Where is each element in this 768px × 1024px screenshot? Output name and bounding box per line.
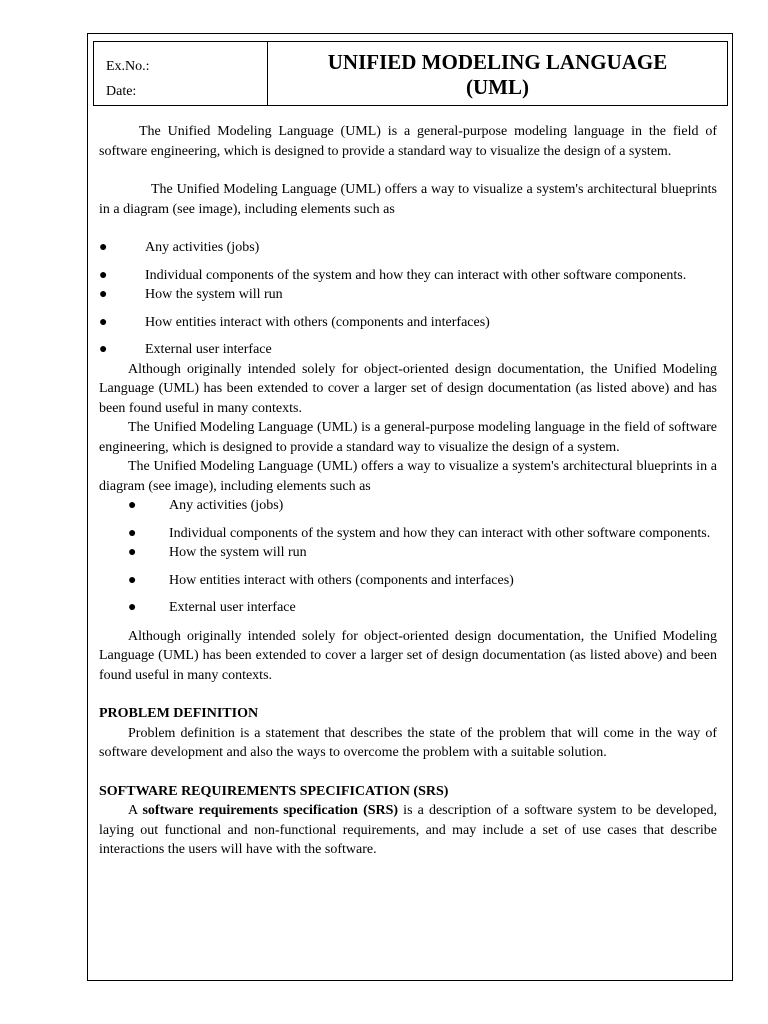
bullet-icon: ● (99, 314, 108, 330)
bullet-icon: ● (99, 267, 108, 283)
page-title (268, 42, 727, 105)
bullet-icon: ● (128, 498, 137, 513)
bullet-icon: ● (99, 342, 108, 357)
srs-text-rest: is a description of a software system to be developed, laying out functional and non-functional requirements, and may include a set of use cases that describe interactions the users will have with the software. (99, 803, 717, 857)
list-item-text: Any activities (jobs) (145, 240, 260, 255)
paragraph: Problem definition is a statement that describes the state of the problem that will come in the way of software development and also the ways to overcome the problem with a suitable solution. (99, 725, 717, 760)
bullet-icon: ● (128, 572, 137, 588)
list-item-text: How the system will run (169, 545, 307, 560)
list-item-text: How entities interact with others (components and interfaces) (145, 314, 490, 330)
list-item-text: External user interface (169, 600, 296, 615)
list-item (99, 543, 717, 563)
bullet-icon: ● (99, 287, 108, 302)
bullet-icon: ● (128, 525, 137, 541)
list-item (99, 313, 717, 333)
list-item (99, 571, 717, 591)
section-heading: SOFTWARE REQUIREMENTS SPECIFICATION (SRS) (99, 783, 449, 799)
document-body (99, 122, 717, 860)
ex-no-label: Ex.No.: (106, 59, 150, 74)
list-item-text: Any activities (jobs) (169, 498, 284, 513)
list-item-text: Individual components of the system and how they can interact with other software components. (169, 525, 711, 541)
title-line-1: UNIFIED MODELING LANGUAGE (327, 50, 668, 74)
list-item (99, 340, 717, 360)
bullet-list (99, 496, 717, 618)
list-item (99, 524, 717, 544)
header-table (93, 41, 728, 106)
paragraph: The Unified Modeling Language (UML) offers a way to visualize a system's architectural blueprints in a diagram (see image), including elements such as (99, 459, 717, 494)
srs-text-prefix: A (128, 803, 143, 818)
list-item (99, 598, 717, 618)
list-item (99, 266, 717, 286)
list-item (99, 238, 717, 258)
list-item-text: Individual components of the system and how they can interact with other software components. (145, 267, 687, 283)
list-item-text: How the system will run (145, 287, 283, 302)
list-item (99, 285, 717, 305)
paragraph: The Unified Modeling Language (UML) offers a way to visualize a system's architectural blueprints in a diagram (see image), including elements such as (99, 182, 717, 217)
list-item-text: How entities interact with others (components and interfaces) (169, 572, 514, 588)
srs-term: software requirements specification (SRS) (142, 803, 399, 818)
paragraph (99, 801, 717, 860)
paragraph: Although originally intended solely for object-oriented design documentation, the Unified Modeling Language (UML) has been extended to cover a larger set of design documentation (as listed above) and been found useful in many contexts. (99, 628, 717, 683)
section-heading: PROBLEM DEFINITION (99, 706, 259, 721)
bullet-icon: ● (128, 600, 137, 615)
title-line-2: (UML) (466, 75, 529, 99)
header-left-cell (94, 42, 268, 105)
paragraph: The Unified Modeling Language (UML) is a general-purpose modeling language in the field of software engineering, which is designed to provide a standard way to visualize the design of a system. (99, 420, 717, 455)
paragraph: The Unified Modeling Language (UML) is a general-purpose modeling language in the field of software engineering, which is designed to provide a standard way to visualize the design of a system. (99, 124, 717, 159)
date-label: Date: (106, 84, 137, 99)
paragraph: Although originally intended solely for object-oriented design documentation, the Unified Modeling Language (UML) has been extended to cover a larger set of design documentation (as listed above) and has been found useful in many contexts. (99, 361, 717, 416)
bullet-icon: ● (128, 545, 137, 560)
bullet-icon: ● (99, 240, 108, 255)
list-item (99, 496, 717, 516)
bullet-list (99, 238, 717, 360)
list-item-text: External user interface (145, 342, 272, 357)
